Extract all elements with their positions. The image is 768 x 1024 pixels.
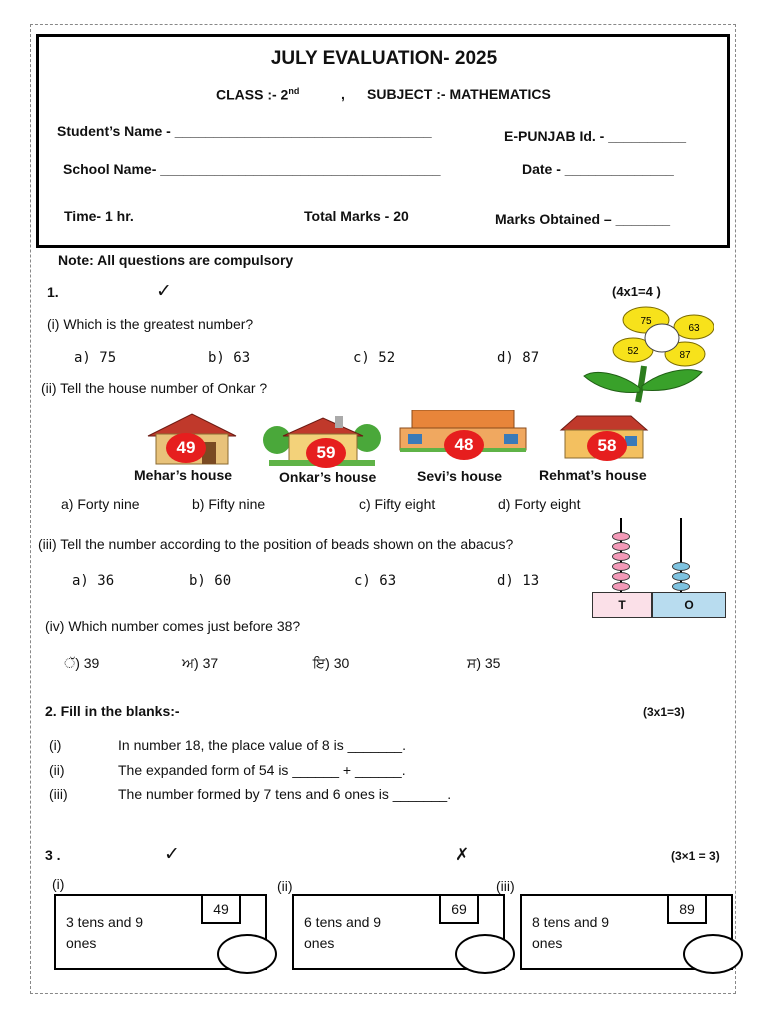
q1-iv-option-c[interactable]: ਇ) 30	[313, 655, 350, 671]
page-title: JULY EVALUATION- 2025	[270, 48, 498, 69]
q1-ii-question: (ii) Tell the house number of Onkar ?	[41, 380, 268, 396]
abacus-bead	[612, 582, 630, 591]
abacus-tens-label: T	[592, 592, 652, 618]
q1-iv-question: (iv) Which number comes just before 38?	[45, 618, 301, 634]
abacus-bead	[672, 562, 690, 571]
house-number-badge: 59	[306, 438, 346, 468]
q3-box-text: 6 tens and 9 ones	[304, 914, 382, 951]
q3-answer-box	[54, 894, 267, 970]
q3-item-number: (iii)	[496, 878, 515, 894]
q1-i-option-d[interactable]: d) 87	[497, 350, 540, 366]
abacus-ones-label: O	[652, 592, 726, 618]
abacus-bead	[612, 562, 630, 571]
abacus-bead	[672, 582, 690, 591]
mehar-house-label: Mehar’s house	[134, 467, 233, 483]
q1-marks: (4x1=4 )	[612, 284, 661, 299]
q1-iii-question: (iii) Tell the number according to the position of beads shown on the abacus?	[38, 536, 514, 552]
class-label: CLASS :- 2	[216, 86, 289, 103]
house-number-badge: 48	[444, 430, 484, 460]
flower-number-75: 75	[640, 316, 652, 327]
cross-icon: ✗	[455, 845, 470, 864]
total-marks-label: Total Marks - 20	[304, 208, 409, 224]
q1-iii-option-b[interactable]: b) 60	[189, 573, 232, 589]
q3-answer-box	[292, 894, 505, 970]
q3-box-text: 8 tens and 9 ones	[532, 914, 610, 951]
flower-number-52: 52	[627, 346, 639, 357]
answer-oval[interactable]	[455, 934, 515, 974]
note-text: Note: All questions are compulsory	[58, 252, 294, 268]
q1-i-option-a[interactable]: a) 75	[74, 350, 117, 366]
abacus-bead	[612, 542, 630, 551]
q1-iii-option-d[interactable]: d) 13	[497, 573, 540, 589]
time-label: Time- 1 hr.	[64, 208, 134, 224]
abacus-bead	[672, 572, 690, 581]
q2-item-text: The expanded form of 54 is ______ + ______.	[118, 762, 406, 778]
q2-item-number: (i)	[49, 737, 62, 753]
tick-icon: ✓	[156, 281, 172, 302]
class-superscript: nd	[288, 86, 300, 96]
q1-iv-option-b[interactable]: ਅ) 37	[182, 655, 219, 671]
q2-item-number: (ii)	[49, 762, 65, 778]
class-info	[216, 86, 299, 103]
date-field[interactable]: Date - ______________	[522, 161, 674, 177]
epunjab-id-field[interactable]: E-PUNJAB Id. - __________	[504, 128, 687, 144]
q1-ii-option-a[interactable]: a) Forty nine	[61, 496, 140, 512]
answer-oval[interactable]	[217, 934, 277, 974]
q1-number: 1.	[47, 284, 59, 300]
q3-box-number: 49	[201, 894, 241, 924]
rehmat-house-label: Rehmat’s house	[539, 467, 647, 483]
q1-iv-option-a[interactable]: ੱ) 39	[64, 655, 100, 671]
q3-box-number: 89	[667, 894, 707, 924]
q1-iii-option-c[interactable]: c) 63	[354, 573, 397, 589]
school-name-field[interactable]: School Name- ____________________________________	[63, 161, 441, 177]
q1-ii-option-b[interactable]: b) Fifty nine	[192, 496, 266, 512]
q3-item-number: (i)	[52, 876, 65, 892]
sevi-house-label: Sevi’s house	[417, 468, 503, 484]
q2-item-text: The number formed by 7 tens and 6 ones is _______.	[118, 786, 452, 802]
onkar-house-label: Onkar’s house	[279, 469, 377, 485]
q3-box-text: 3 tens and 9 ones	[66, 914, 144, 951]
subject-label: SUBJECT :- MATHEMATICS	[367, 86, 551, 102]
flower-image	[582, 306, 714, 404]
q1-iv-option-d[interactable]: ਸ) 35	[467, 655, 501, 671]
marks-obtained-field[interactable]: Marks Obtained – _______	[495, 211, 671, 227]
abacus	[592, 518, 728, 620]
q1-i-option-c[interactable]: c) 52	[353, 350, 396, 366]
abacus-bead	[612, 572, 630, 581]
flower-number-63: 63	[688, 323, 700, 334]
q1-ii-option-c[interactable]: c) Fifty eight	[359, 496, 436, 512]
answer-oval[interactable]	[683, 934, 743, 974]
class-subject-comma: ,	[341, 86, 345, 102]
q3-number: 3 .	[45, 847, 61, 863]
tick-icon: ✓	[164, 844, 180, 865]
q2-item-text: In number 18, the place value of 8 is _______.	[118, 737, 406, 753]
q3-answer-box	[520, 894, 733, 970]
q2-title: 2. Fill in the blanks:-	[45, 703, 180, 719]
q2-marks: (3x1=3)	[643, 705, 685, 719]
house-number-badge: 49	[166, 433, 206, 463]
q3-item-number: (ii)	[277, 878, 293, 894]
q2-item-number: (iii)	[49, 786, 68, 802]
abacus-bead	[612, 552, 630, 561]
flower-number-87: 87	[679, 350, 691, 361]
q1-ii-option-d[interactable]: d) Forty eight	[498, 496, 581, 512]
q3-marks: (3×1 = 3)	[671, 849, 720, 863]
q1-i-option-b[interactable]: b) 63	[208, 350, 251, 366]
q1-i-question: (i) Which is the greatest number?	[47, 316, 254, 332]
abacus-bead	[612, 532, 630, 541]
q3-box-number: 69	[439, 894, 479, 924]
house-number-badge: 58	[587, 431, 627, 461]
q1-iii-option-a[interactable]: a) 36	[72, 573, 115, 589]
student-name-field[interactable]: Student’s Name - _________________________________	[57, 123, 432, 139]
